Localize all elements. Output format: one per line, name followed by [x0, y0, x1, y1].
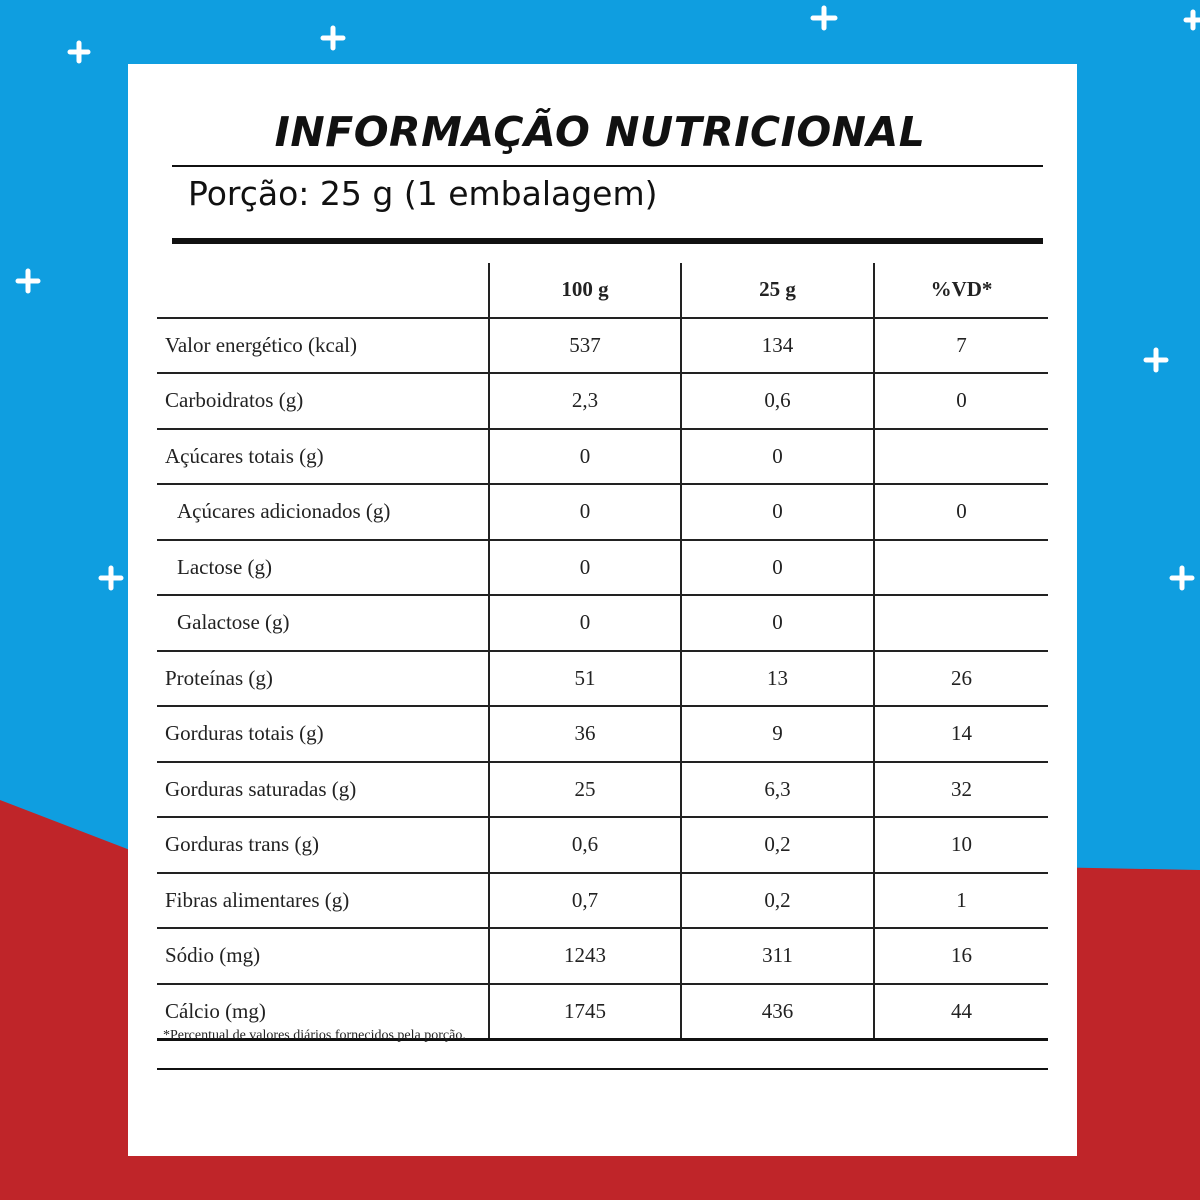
nutrient-label: Gorduras trans (g) — [157, 817, 489, 873]
table-row — [157, 928, 1048, 984]
nutrient-label: Lactose (g) — [157, 540, 489, 596]
value-25g: 0 — [681, 484, 874, 540]
table-header-row — [157, 263, 1048, 318]
value-25g: 0 — [681, 595, 874, 651]
value-25g: 134 — [681, 318, 874, 374]
value-25g: 0 — [681, 540, 874, 596]
portion-text: Porção: 25 g (1 embalagem) — [188, 174, 658, 213]
nutrient-label: Cálcio (mg) — [157, 984, 489, 1040]
table-row — [157, 484, 1048, 540]
value-25g: 0 — [681, 429, 874, 485]
value-25g: 6,3 — [681, 762, 874, 818]
value-100g: 0 — [489, 595, 681, 651]
header-25g: 25 g — [681, 263, 874, 318]
title-divider — [172, 165, 1043, 167]
value-vd: 0 — [874, 373, 1048, 429]
value-100g: 2,3 — [489, 373, 681, 429]
value-25g: 0,6 — [681, 373, 874, 429]
value-100g: 1243 — [489, 928, 681, 984]
value-100g: 537 — [489, 318, 681, 374]
nutrient-label: Açúcares adicionados (g) — [157, 484, 489, 540]
value-vd: 10 — [874, 817, 1048, 873]
nutrient-label: Proteínas (g) — [157, 651, 489, 707]
table-row — [157, 373, 1048, 429]
value-100g: 51 — [489, 651, 681, 707]
nutrient-label: Açúcares totais (g) — [157, 429, 489, 485]
nutrient-label: Galactose (g) — [157, 595, 489, 651]
value-100g: 0 — [489, 429, 681, 485]
value-100g: 0,7 — [489, 873, 681, 929]
portion-divider — [172, 238, 1043, 244]
nutrient-label: Sódio (mg) — [157, 928, 489, 984]
table-row — [157, 651, 1048, 707]
nutrient-label: Gorduras totais (g) — [157, 706, 489, 762]
value-vd: 32 — [874, 762, 1048, 818]
value-vd: 26 — [874, 651, 1048, 707]
value-25g: 0,2 — [681, 873, 874, 929]
value-100g: 1745 — [489, 984, 681, 1040]
nutrition-table — [157, 263, 1048, 1041]
value-vd — [874, 540, 1048, 596]
value-25g: 311 — [681, 928, 874, 984]
table-row — [157, 706, 1048, 762]
value-25g: 9 — [681, 706, 874, 762]
table-row — [157, 817, 1048, 873]
table-row — [157, 762, 1048, 818]
value-100g: 0 — [489, 484, 681, 540]
nutrient-label: Gorduras saturadas (g) — [157, 762, 489, 818]
value-vd — [874, 429, 1048, 485]
header-nutrient — [157, 263, 489, 318]
nutrient-label: Fibras alimentares (g) — [157, 873, 489, 929]
footnote: *Percentual de valores diários fornecidos pela porção. — [163, 1028, 466, 1043]
header-vd: %VD* — [874, 263, 1048, 318]
value-vd: 14 — [874, 706, 1048, 762]
table-row — [157, 595, 1048, 651]
table-row — [157, 318, 1048, 374]
value-100g: 0 — [489, 540, 681, 596]
header-100g: 100 g — [489, 263, 681, 318]
footer-divider — [157, 1068, 1048, 1070]
value-25g: 0,2 — [681, 817, 874, 873]
value-vd: 7 — [874, 318, 1048, 374]
nutrient-label: Carboidratos (g) — [157, 373, 489, 429]
value-vd: 0 — [874, 484, 1048, 540]
table-row — [157, 540, 1048, 596]
label-title: INFORMAÇÃO NUTRICIONAL — [274, 108, 926, 156]
value-vd: 44 — [874, 984, 1048, 1040]
table-row — [157, 429, 1048, 485]
value-vd — [874, 595, 1048, 651]
nutrient-label: Valor energético (kcal) — [157, 318, 489, 374]
value-100g: 0,6 — [489, 817, 681, 873]
value-25g: 13 — [681, 651, 874, 707]
value-100g: 36 — [489, 706, 681, 762]
value-100g: 25 — [489, 762, 681, 818]
value-25g: 436 — [681, 984, 874, 1040]
value-vd: 1 — [874, 873, 1048, 929]
table-row — [157, 873, 1048, 929]
value-vd: 16 — [874, 928, 1048, 984]
